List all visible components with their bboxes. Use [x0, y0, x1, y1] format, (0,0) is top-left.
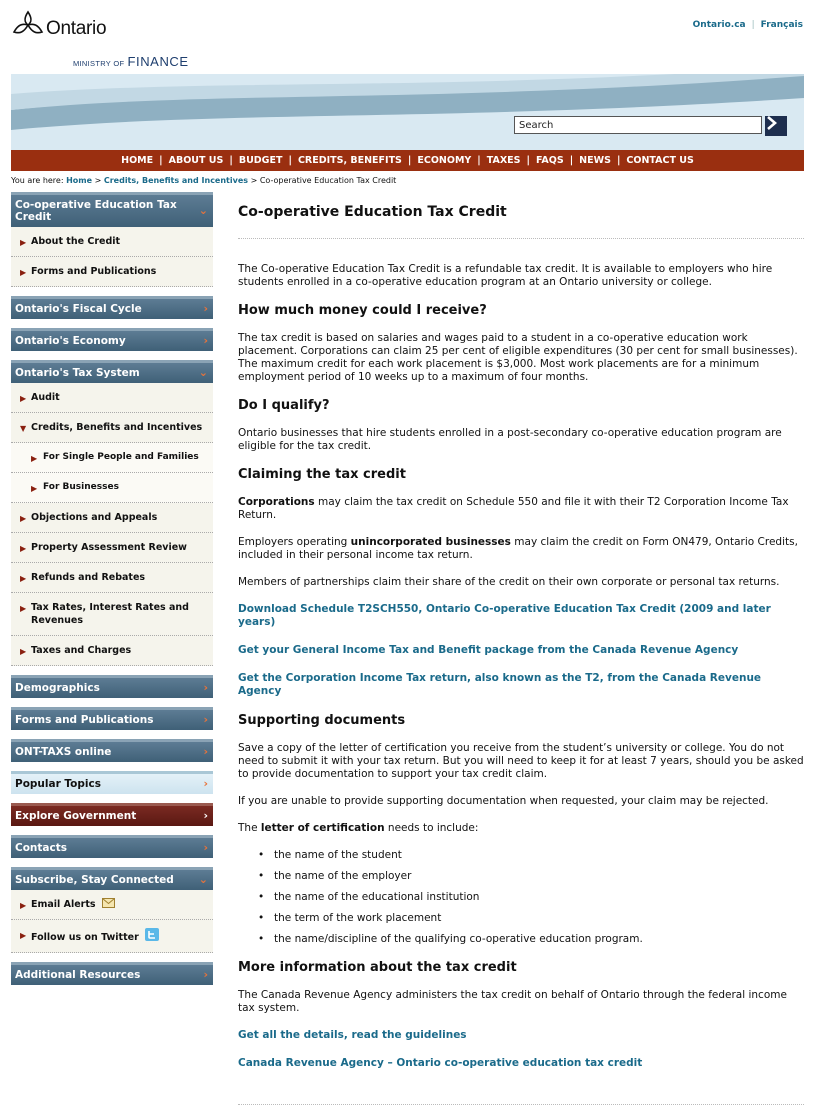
chevron-down-icon: ⌄ — [198, 873, 208, 886]
twitter-icon — [145, 928, 159, 941]
sidebar-item-audit[interactable] — [11, 383, 213, 413]
heading-more: More information about the tax credit — [238, 960, 517, 975]
ministry-name — [73, 54, 189, 69]
sidebar-item-label: Forms and Publications — [31, 266, 157, 277]
breadcrumb: You are here: Home > Credits, Benefits and Incentives > Co-operative Education Tax Credit — [11, 176, 397, 185]
heading-money: How much money could I receive? — [238, 303, 487, 318]
sidebar-heading-ont-taxs[interactable] — [11, 739, 213, 762]
sidebar-item-label: For Businesses — [43, 482, 119, 492]
sidebar-heading-taxsys[interactable] — [11, 360, 213, 383]
sidebar-heading-economy[interactable] — [11, 328, 213, 351]
sidebar-item-label: Email Alerts — [31, 899, 96, 910]
sidebar-item-label: Tax Rates, Interest Rates and Revenues — [31, 602, 189, 626]
sidebar-item-label: Property Assessment Review — [31, 542, 187, 553]
triangle-right-icon: ▶ — [20, 268, 27, 277]
nav-taxes[interactable]: TAXES — [486, 155, 521, 166]
sidebar-heading-label: Contacts — [15, 842, 67, 854]
divider — [238, 238, 804, 239]
chevron-right-icon: › — [203, 334, 208, 347]
chevron-right-icon: › — [203, 713, 208, 726]
sidebar-item-label: Objections and Appeals — [31, 512, 158, 523]
sidebar-item-email-alerts[interactable] — [11, 890, 213, 920]
triangle-right-icon: ▶ — [20, 514, 27, 523]
corporation-tax-link[interactable]: Get the Corporation Income Tax return, also known as the T2, from the Canada Revenue Agency — [238, 672, 762, 697]
more-paragraph: The Canada Revenue Agency administers the tax credit on behalf of Ontario through the federal income tax system. — [238, 989, 787, 1014]
search-input[interactable] — [514, 116, 762, 134]
heading-docs: Supporting documents — [238, 713, 406, 728]
chevron-right-icon: › — [203, 777, 208, 790]
heading-qualify: Do I qualify? — [238, 398, 330, 413]
trillium-icon — [12, 10, 44, 40]
sidebar-item-label: Follow us on Twitter — [31, 932, 139, 943]
sidebar-item-about[interactable] — [11, 227, 213, 257]
docs-paragraph-2: If you are unable to provide supporting documentation when requested, your claim may be rejected. — [238, 795, 769, 807]
breadcrumb-home[interactable]: Home — [66, 176, 93, 185]
chevron-right-icon: › — [203, 809, 208, 822]
chevron-down-icon: ⌄ — [198, 204, 208, 217]
ministry-title: FINANCE — [127, 54, 189, 69]
list-item: • the name of the student — [258, 849, 804, 862]
triangle-right-icon: ▶ — [20, 647, 27, 656]
sidebar-item-label: Taxes and Charges — [31, 645, 132, 656]
sidebar-heading-coop[interactable] — [11, 192, 213, 227]
triangle-right-icon: ▶ — [31, 484, 38, 493]
breadcrumb-current: Co-operative Education Tax Credit — [259, 176, 397, 185]
nav-home[interactable]: HOME — [121, 155, 154, 166]
triangle-right-icon: ▶ — [20, 604, 27, 613]
sidebar-item-single-people[interactable] — [11, 443, 213, 473]
breadcrumb-credits[interactable]: Credits, Benefits and Incentives — [103, 176, 249, 185]
sidebar-heading-label: Ontario's Tax System — [15, 367, 140, 379]
header-banner — [11, 74, 804, 150]
sidebar-heading-label: Additional Resources — [15, 969, 141, 981]
sidebar-item-label: Audit — [31, 392, 60, 403]
guidelines-link[interactable]: Get all the details, read the guidelines — [238, 1029, 467, 1041]
triangle-right-icon: ▶ — [20, 574, 27, 583]
envelope-icon — [102, 898, 115, 908]
sidebar-heading-demographics[interactable] — [11, 675, 213, 698]
sidebar-heading-subscribe[interactable] — [11, 867, 213, 890]
sidebar-item-label: About the Credit — [31, 236, 121, 247]
bold-text: Corporations — [238, 496, 315, 508]
general-income-tax-link[interactable]: Get your General Income Tax and Benefit package from the Canada Revenue Agency — [238, 644, 739, 656]
main-content — [238, 204, 804, 1085]
sidebar-heading-explore[interactable] — [11, 803, 213, 826]
triangle-right-icon: ▶ — [31, 454, 38, 463]
nav-contact-us[interactable]: CONTACT US — [626, 155, 694, 166]
bold-text: letter of certification — [260, 822, 385, 834]
sidebar-item-label: For Single People and Families — [43, 452, 199, 462]
main-nav: HOME | ABOUT US | BUDGET | CREDITS, BENEFITS | ECONOMY | TAXES | FAQS | NEWS | CONTACT US — [11, 150, 804, 171]
search-button[interactable] — [765, 116, 787, 136]
triangle-right-icon: ▶ — [20, 901, 27, 910]
nav-about-us[interactable]: ABOUT US — [168, 155, 224, 166]
sidebar-heading-fiscal[interactable] — [11, 296, 213, 319]
ontario-ca-link[interactable]: Ontario.ca — [692, 20, 746, 30]
sidebar-heading-label: Ontario's Fiscal Cycle — [15, 303, 142, 315]
sidebar-item-property[interactable] — [11, 533, 213, 563]
list-item: • the term of the work placement — [258, 912, 804, 925]
nav-news[interactable]: NEWS — [579, 155, 611, 166]
bottom-divider — [238, 1104, 804, 1105]
sidebar-item-twitter[interactable] — [11, 920, 213, 953]
sidebar-heading-label: Forms and Publications — [15, 714, 154, 726]
money-paragraph: The tax credit is based on salaries and wages paid to a student in a co-operative education work placement. Corporations can claim 25 per cent of eligible expenditures (30 per cent for small businesses). The maximum credit for each work placement is $3,000. Most work placements are for a minimum employment period of 10 weeks up to a maximum of four months. — [238, 332, 798, 383]
nav-economy[interactable]: ECONOMY — [417, 155, 472, 166]
sidebar-heading-popular[interactable] — [11, 771, 213, 794]
ministry-prefix: MINISTRY OF — [73, 59, 125, 68]
claim-paragraph-1 — [238, 496, 804, 522]
claim-paragraph-3: Members of partnerships claim their share of the credit on their own corporate or personal tax returns. — [238, 576, 780, 588]
list-item: • the name of the educational institution — [258, 891, 804, 904]
certification-list — [258, 849, 804, 946]
cra-link[interactable]: Canada Revenue Agency – Ontario co-operative education tax credit — [238, 1057, 643, 1069]
text: may claim the credit on Form ON479, Ontario Credits, included in their personal income tax return. — [238, 536, 798, 561]
triangle-right-icon: ▶ — [20, 394, 27, 403]
download-schedule-link[interactable]: Download Schedule T2SCH550, Ontario Co-operative Education Tax Credit (2009 and later years) — [238, 603, 771, 628]
chevron-right-icon: › — [203, 681, 208, 694]
sidebar-heading-label: Explore Government — [15, 810, 137, 822]
sidebar-heading-label: Ontario's Economy — [15, 335, 126, 347]
sidebar-heading-additional[interactable] — [11, 962, 213, 985]
chevron-right-icon: › — [203, 968, 208, 981]
page-title: Co-operative Education Tax Credit — [238, 204, 507, 220]
text: Employers operating — [238, 536, 351, 548]
chevron-down-icon: ⌄ — [198, 366, 208, 379]
sidebar-item-label: Refunds and Rebates — [31, 572, 146, 583]
top-links: Ontario.ca | Français — [692, 20, 803, 30]
sidebar-item-refunds[interactable] — [11, 563, 213, 593]
sidebar — [11, 192, 213, 985]
sidebar-heading-forms[interactable] — [11, 707, 213, 730]
heading-claim: Claiming the tax credit — [238, 467, 406, 482]
chevron-right-icon: › — [203, 302, 208, 315]
francais-link[interactable]: Français — [760, 20, 803, 30]
text: The — [238, 822, 261, 834]
chevron-right-icon: › — [203, 841, 208, 854]
sidebar-item-taxes-charges[interactable] — [11, 636, 213, 666]
wave-graphic — [11, 74, 804, 150]
bold-text: unincorporated businesses — [350, 536, 511, 548]
logo-text: Ontario — [46, 18, 107, 39]
intro-paragraph: The Co-operative Education Tax Credit is a refundable tax credit. It is available to employers who hire students enrolled in a co-operative education program at an Ontario university or college. — [238, 263, 773, 288]
triangle-right-icon: ▶ — [20, 931, 27, 940]
sidebar-item-tax-rates[interactable] — [11, 593, 213, 636]
docs-paragraph-3 — [238, 822, 804, 835]
nav-budget[interactable]: BUDGET — [238, 155, 283, 166]
nav-faqs[interactable]: FAQS — [536, 155, 564, 166]
sidebar-heading-label: ONT-TAXS online — [15, 746, 112, 758]
text: needs to include: — [384, 822, 479, 834]
chevron-right-icon: › — [203, 745, 208, 758]
sidebar-item-credits[interactable] — [11, 413, 213, 443]
sidebar-heading-label: Co-operative Education Tax Credit — [15, 199, 177, 223]
qualify-paragraph: Ontario businesses that hire students enrolled in a post-secondary co-operative education program are eligible for the tax credit. — [238, 427, 782, 452]
sidebar-heading-label: Subscribe, Stay Connected — [15, 874, 174, 886]
claim-paragraph-2 — [238, 536, 804, 562]
arrow-right-icon — [765, 116, 779, 130]
sidebar-item-objections[interactable] — [11, 503, 213, 533]
sidebar-heading-label: Popular Topics — [15, 778, 101, 790]
sidebar-item-businesses[interactable] — [11, 473, 213, 503]
triangle-down-icon: ▼ — [20, 424, 27, 433]
sidebar-heading-contacts[interactable] — [11, 835, 213, 858]
text: may claim the tax credit on Schedule 550 and file it with their T2 Corporation Income Tax Return. — [238, 496, 789, 521]
sidebar-heading-label: Demographics — [15, 682, 100, 694]
sidebar-item-label: Credits, Benefits and Incentives — [31, 422, 203, 433]
triangle-right-icon: ▶ — [20, 238, 27, 247]
list-item: • the name of the employer — [258, 870, 804, 883]
sidebar-item-forms-coop[interactable] — [11, 257, 213, 287]
breadcrumb-prefix: You are here: — [11, 176, 64, 185]
triangle-right-icon: ▶ — [20, 544, 27, 553]
docs-paragraph-1: Save a copy of the letter of certification you receive from the student’s university or college. You do not need to submit it with your tax return. But you will need to keep it for at least 7 years, should you be asked to provide documentation to support your tax credit claim. — [238, 742, 804, 780]
list-item: • the name/discipline of the qualifying co-operative education program. — [258, 933, 804, 946]
nav-credits-benefits[interactable]: CREDITS, BENEFITS — [297, 155, 402, 166]
ontario-logo[interactable] — [12, 10, 106, 40]
